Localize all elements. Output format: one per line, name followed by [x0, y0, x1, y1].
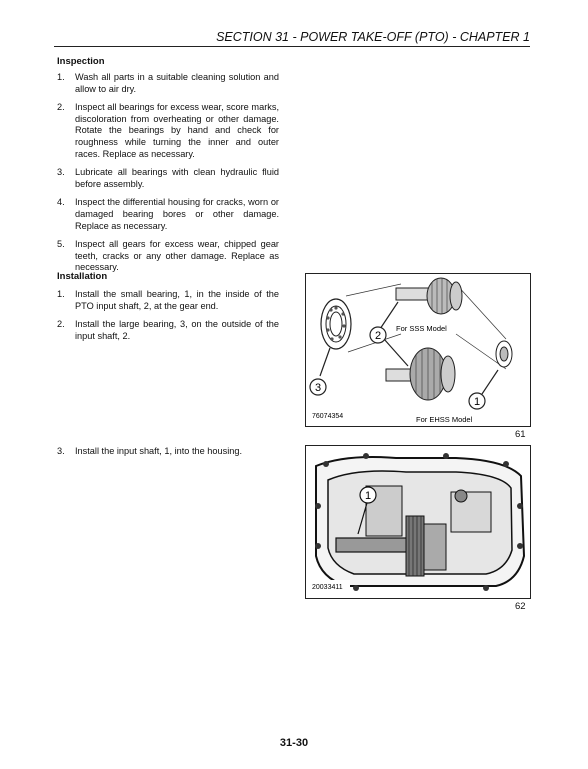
installation-step: 3. Install the input shaft, 1, into the housing.: [57, 446, 243, 456]
figure-62-housing-photo: [305, 445, 531, 599]
installation-steps-continued: [57, 446, 279, 465]
section-header: SECTION 31 - POWER TAKE-OFF (PTO) - CHAPTER 1: [54, 30, 530, 47]
callout-2-label: 2: [374, 330, 382, 342]
figure-61-bearing-diagram: [305, 273, 531, 427]
installation-heading: Installation: [57, 271, 108, 282]
page-number: 31-30: [279, 737, 309, 749]
ehss-shaft-drawing: [386, 348, 455, 400]
inspection-steps: [57, 72, 279, 281]
small-bearing-drawing: [496, 341, 512, 367]
inspection-heading: Inspection: [57, 56, 105, 67]
ehss-model-label: For EHSS Model: [416, 415, 473, 424]
sss-shaft-drawing: [396, 278, 462, 314]
figure-61-code: 76074354: [312, 413, 344, 420]
callout-1-label: 1: [364, 490, 372, 502]
inspection-step: 4. Inspect the differential housing for cracks, worn or damaged bearing bores or other damage. Replace as necessary.: [57, 197, 279, 231]
housing-illustration: [306, 446, 530, 598]
installation-steps: [57, 289, 279, 349]
inspection-step: 3. Lubricate all bearings with clean hydraulic fluid before assembly.: [57, 167, 279, 189]
installation-step: 2. Install the large bearing, 3, on the outside of the input shaft, 2.: [57, 319, 279, 341]
figure-62-number: 62: [515, 601, 526, 612]
bearing-illustration: [306, 274, 530, 426]
large-bearing-drawing: [321, 299, 351, 349]
callout-3-label: 3: [314, 382, 322, 394]
inspection-step: 5. Inspect all gears for excess wear, chipped gear teeth, cracks or any other damage. Replace as necessary.: [57, 239, 279, 273]
callout-1-label: 1: [473, 396, 481, 408]
installation-step: 1. Install the small bearing, 1, in the inside of the PTO input shaft, 2, at the gear end.: [57, 289, 279, 311]
figure-61-number: 61: [515, 429, 526, 440]
inspection-step: 2. Inspect all bearings for excess wear, score marks, discoloration from overheating or other damage. Rotate the bearings by hand and check for roughness while turning the inner and outer races. Replace as necessary.: [57, 102, 279, 159]
sss-model-label: For SSS Model: [396, 324, 447, 333]
figure-62-code: 20033411: [312, 584, 343, 591]
inspection-step: 1. Wash all parts in a suitable cleaning solution and allow to air dry.: [57, 72, 279, 94]
